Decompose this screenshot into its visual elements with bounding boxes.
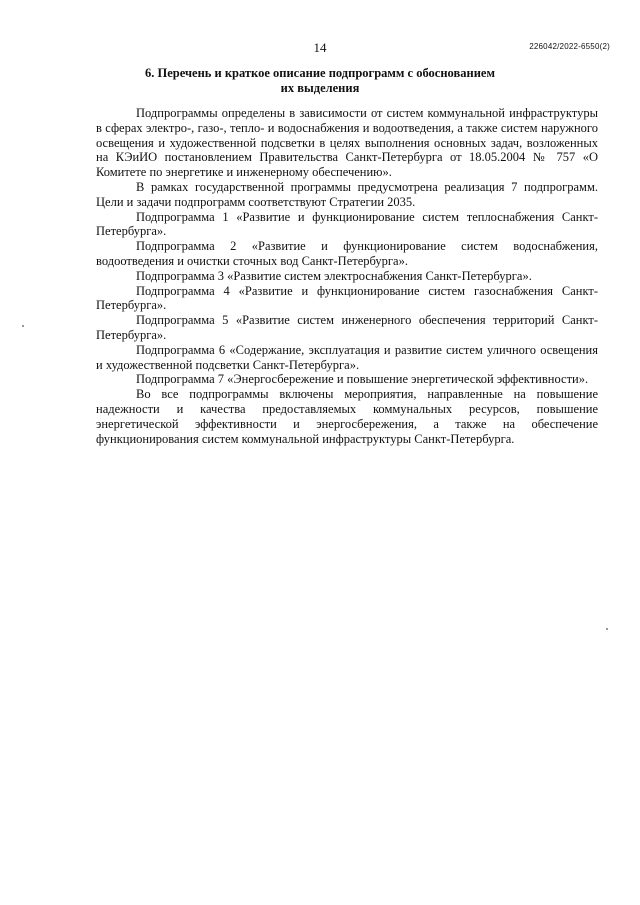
- body-text: [96, 106, 598, 446]
- paragraph-subprogram-4: Подпрограмма 4 «Развитие и функционирование систем газоснабжения Санкт-Петербурга».: [96, 283, 598, 313]
- scan-speck: [22, 325, 24, 327]
- section-heading-line-2: их выделения: [280, 81, 360, 95]
- paragraph-subprogram-7: Подпрограмма 7 «Энергосбережение и повышение энергетической эффективности».: [136, 372, 589, 387]
- paragraph-conclusion: Во все подпрограммы включены мероприятия, направленные на повышение надежности и качества предоставляемых коммунальных ресурсов, повышение энергетической эффективности и энергосбережения, а также на обеспечение функционирования систем коммунальной инфраструктуры Санкт-Петербурга.: [96, 387, 598, 446]
- paragraph-subprogram-5: Подпрограмма 5 «Развитие систем инженерного обеспечения территорий Санкт-Петербурга».: [96, 313, 598, 342]
- paragraph-subprogram-6: Подпрограмма 6 «Содержание, эксплуатация и развитие систем уличного освещения и художественной подсветки Санкт-Петербурга».: [96, 342, 598, 372]
- paragraph-subprogram-1: Подпрограмма 1 «Развитие и функционирование систем теплоснабжения Санкт-Петербурга».: [96, 209, 598, 239]
- paragraph-subprogram-2: Подпрограмма 2 «Развитие и функционирование систем водоснабжения, водоотведения и очистки сточных вод Санкт-Петербурга».: [96, 239, 598, 268]
- section-heading-line-1: 6. Перечень и краткое описание подпрограмм с обоснованием: [145, 66, 495, 80]
- paragraph-intro: Подпрограммы определены в зависимости от систем коммунальной инфраструктуры в сферах электро-, газо-, тепло- и водоснабжения и водоотведения, а также систем наружного освещения и художественной подсветки в целях выполнения основных задач, возложенных на КЭиИО постановлением Правительства Санкт-Петербурга от 18.05.2004 № 757 «О Комитете по энергетике и инженерному обеспечению».: [96, 106, 598, 180]
- scan-speck: [606, 628, 608, 630]
- paragraph-program-scope: В рамках государственной программы предусмотрена реализация 7 подпрограмм. Цели и задачи подпрограмм соответствуют Стратегии 2035.: [96, 179, 598, 209]
- paragraph-subprogram-3: Подпрограмма 3 «Развитие систем электроснабжения Санкт-Петербурга».: [136, 268, 532, 283]
- page-number: 14: [313, 40, 327, 55]
- section-heading: [110, 66, 530, 96]
- document-id: 226042/2022-6550(2): [529, 42, 610, 51]
